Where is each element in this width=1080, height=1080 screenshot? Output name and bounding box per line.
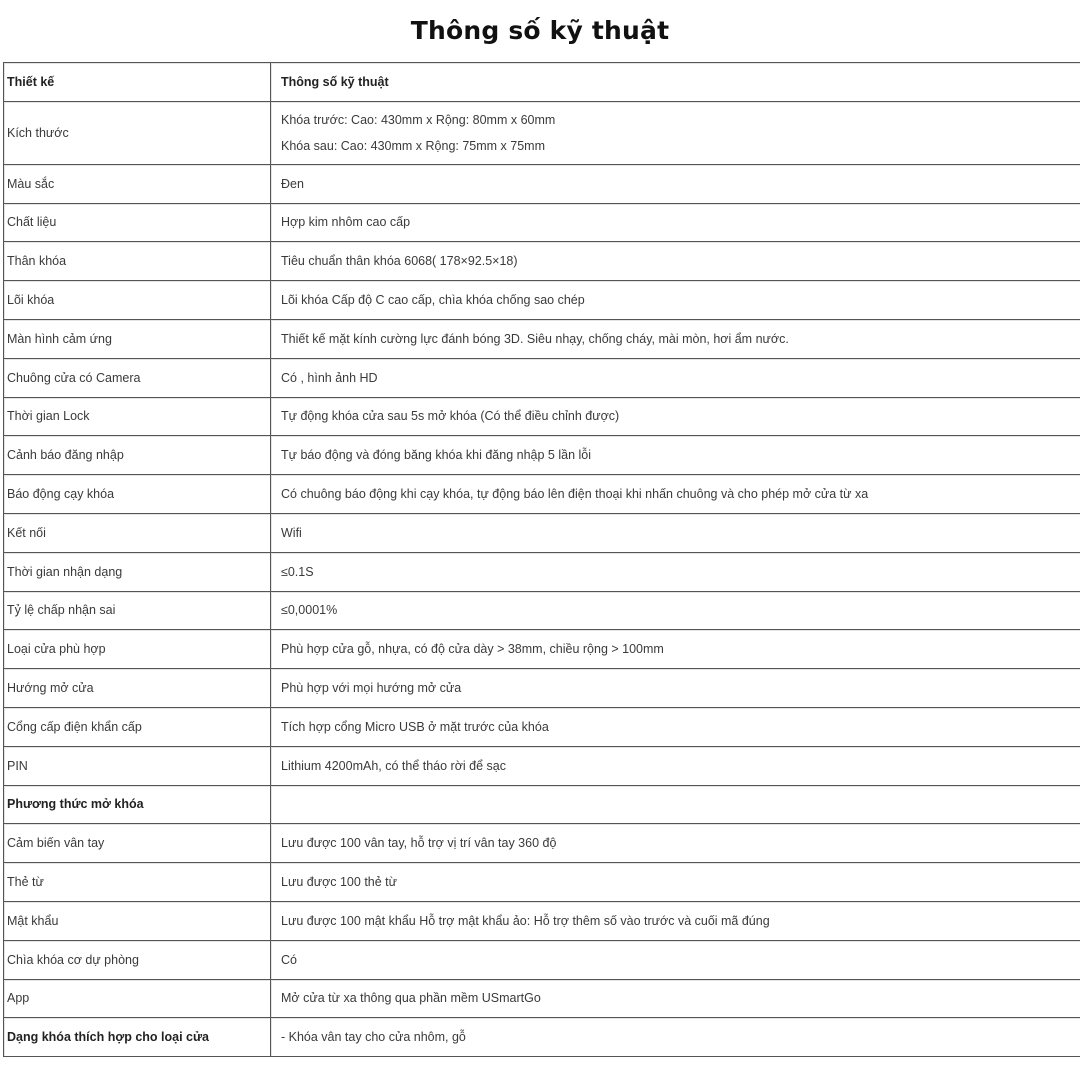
table-row: [4, 320, 1080, 359]
table-row: [4, 630, 1080, 669]
row-value: Tiêu chuẩn thân khóa 6068( 178×92.5×18): [271, 242, 1080, 281]
table-row: [4, 514, 1080, 553]
row-label: PIN: [4, 747, 271, 786]
row-value: ≤0,0001%: [271, 592, 1080, 631]
row-label: Lõi khóa: [4, 281, 271, 320]
table-footer-row: [4, 1018, 1080, 1057]
row-value: Lithium 4200mAh, có thể tháo rời để sạc: [271, 747, 1080, 786]
row-value: Phù hợp cửa gỗ, nhựa, có độ cửa dày > 38mm, chiều rộng > 100mm: [271, 630, 1080, 669]
table-header-row: [4, 63, 1080, 102]
table-row: [4, 204, 1080, 243]
row-label: App: [4, 980, 271, 1019]
row-label: Thân khóa: [4, 242, 271, 281]
row-value: Lưu được 100 mật khẩu Hỗ trợ mật khẩu ảo: Hỗ trợ thêm số vào trước và cuối mã đúng: [271, 902, 1080, 941]
row-value: ≤0.1S: [271, 553, 1080, 592]
table-row: [4, 708, 1080, 747]
table-row: [4, 592, 1080, 631]
table-row: [4, 902, 1080, 941]
row-value: Tích hợp cổng Micro USB ở mặt trước của khóa: [271, 708, 1080, 747]
dimension-back: Khóa sau: Cao: 430mm x Rộng: 75mm x 75mm: [281, 138, 546, 153]
header-label-cell: Thiết kế: [4, 63, 271, 102]
dimension-front: Khóa trước: Cao: 430mm x Rộng: 80mm x 60mm: [281, 112, 556, 127]
table-row: [4, 398, 1080, 437]
row-value: Có , hình ảnh HD: [271, 359, 1080, 398]
row-label: Chuông cửa có Camera: [4, 359, 271, 398]
page-title: Thông số kỹ thuật: [410, 16, 670, 45]
row-label: Hướng mở cửa: [4, 669, 271, 708]
table-row: [4, 669, 1080, 708]
section-value-cell: [271, 786, 1080, 825]
row-label: Kích thước: [4, 102, 271, 165]
table-row: [4, 824, 1080, 863]
section-label-cell: Phương thức mở khóa: [4, 786, 271, 825]
row-value: Wifi: [271, 514, 1080, 553]
table-row: [4, 165, 1080, 204]
row-label: Chất liệu: [4, 204, 271, 243]
table-row: [4, 475, 1080, 514]
table-row: [4, 242, 1080, 281]
row-value: Phù hợp với mọi hướng mở cửa: [271, 669, 1080, 708]
row-value: Lưu được 100 vân tay, hỗ trợ vị trí vân tay 360 độ: [271, 824, 1080, 863]
row-label: Thẻ từ: [4, 863, 271, 902]
row-label: Thời gian nhận dạng: [4, 553, 271, 592]
row-label: Chìa khóa cơ dự phòng: [4, 941, 271, 980]
table-row: [4, 941, 1080, 980]
row-value: Lõi khóa Cấp độ C cao cấp, chìa khóa chống sao chép: [271, 281, 1080, 320]
table-row: [4, 102, 1080, 165]
table-row: [4, 281, 1080, 320]
row-value: Tự báo động và đóng băng khóa khi đăng nhập 5 lần lỗi: [271, 436, 1080, 475]
row-label: Cảnh báo đăng nhập: [4, 436, 271, 475]
table-row: [4, 980, 1080, 1019]
row-label: Báo động cạy khóa: [4, 475, 271, 514]
row-value: Hợp kim nhôm cao cấp: [271, 204, 1080, 243]
row-label: Loại cửa phù hợp: [4, 630, 271, 669]
row-value: Có: [271, 941, 1080, 980]
row-value: Đen: [271, 165, 1080, 204]
table-row: [4, 863, 1080, 902]
row-value: Mở cửa từ xa thông qua phần mềm USmartGo: [271, 980, 1080, 1019]
row-value: Thiết kế mặt kính cường lực đánh bóng 3D. Siêu nhạy, chống cháy, mài mòn, hơi ẩm nước.: [271, 320, 1080, 359]
row-label: Màu sắc: [4, 165, 271, 204]
section-header-row: [4, 786, 1080, 825]
row-value: [271, 102, 1080, 165]
row-label: Kết nối: [4, 514, 271, 553]
row-label: Cảm biến vân tay: [4, 824, 271, 863]
row-value: Tự động khóa cửa sau 5s mở khóa (Có thể điều chỉnh được): [271, 398, 1080, 437]
spec-table: [3, 62, 1080, 1057]
table-row: [4, 359, 1080, 398]
row-label: Mật khẩu: [4, 902, 271, 941]
footer-label-cell: Dạng khóa thích hợp cho loại cửa: [4, 1018, 271, 1057]
row-label: Màn hình cảm ứng: [4, 320, 271, 359]
row-label: Cổng cấp điện khẩn cấp: [4, 708, 271, 747]
table-row: [4, 436, 1080, 475]
row-value: Có chuông báo động khi cạy khóa, tự động báo lên điện thoại khi nhấn chuông và cho phép mở cửa từ xa: [271, 475, 1080, 514]
row-label: Tỷ lệ chấp nhận sai: [4, 592, 271, 631]
footer-value-cell: - Khóa vân tay cho cửa nhôm, gỗ: [271, 1018, 1080, 1057]
header-value-cell: Thông số kỹ thuật: [271, 63, 1080, 102]
row-value: Lưu được 100 thẻ từ: [271, 863, 1080, 902]
table-row: [4, 747, 1080, 786]
table-row: [4, 553, 1080, 592]
row-label: Thời gian Lock: [4, 398, 271, 437]
